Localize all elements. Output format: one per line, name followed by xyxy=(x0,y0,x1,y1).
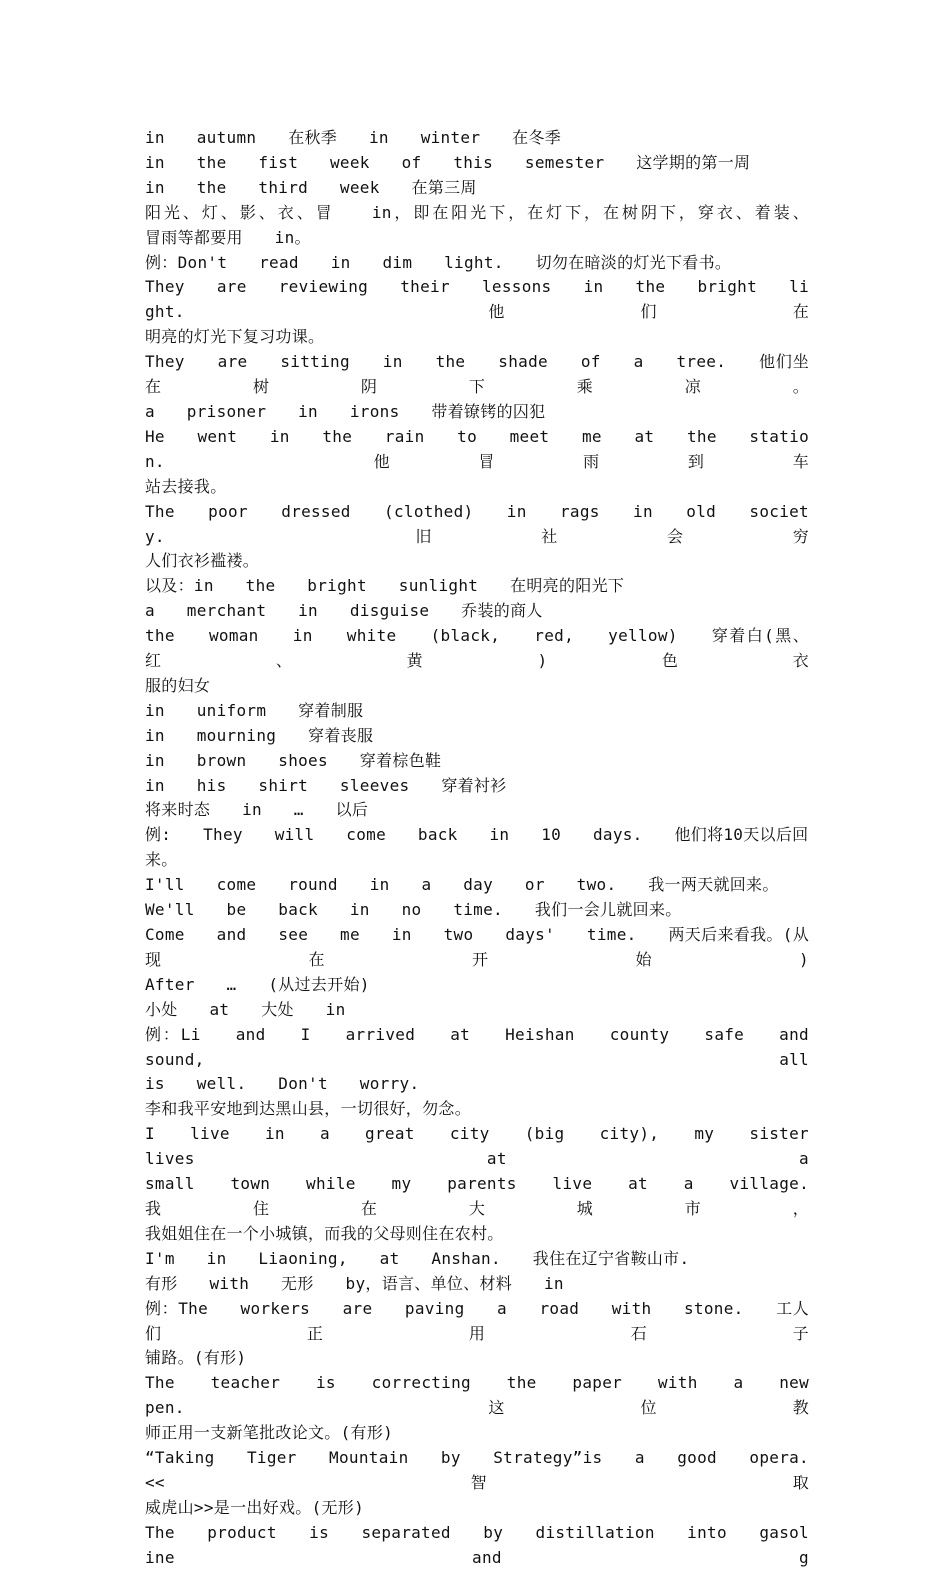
text-line: 冒雨等都要用 in。 xyxy=(145,227,311,247)
text-line: He went in the rain to meet me at the station. 他冒雨到车 xyxy=(145,426,809,471)
text-line: 铺路。(有形) xyxy=(145,1348,247,1368)
text-line: 有形 with 无形 by，语言、单位、材料 in xyxy=(145,1273,564,1293)
text-line: 例：Don't read in dim light. 切勿在暗淡的灯光下看书。 xyxy=(145,252,732,272)
text-line: 小处 at 大处 in xyxy=(145,999,346,1019)
text-line: in uniform 穿着制服 xyxy=(145,700,364,720)
text-line: The poor dressed (clothed) in rags in old society. 旧社会穷 xyxy=(145,501,809,546)
text-line: in mourning 穿着丧服 xyxy=(145,725,374,745)
text-line: 例：Li and I arrived at Heishan county safe and sound, all xyxy=(145,1024,841,1069)
text-line: 阳光、灯、影、衣、冒 in，即在阳光下，在灯下，在树阴下，穿衣、着装、 xyxy=(145,202,809,222)
text-line: 人们衣衫褴褛。 xyxy=(145,551,260,571)
text-line: 以及：in the bright sunlight 在明亮的阳光下 xyxy=(145,576,625,596)
text-line: They are reviewing their lessons in the bright light. 他们在 xyxy=(145,277,809,322)
text-line: a prisoner in irons 带着镣铐的囚犯 xyxy=(145,401,546,421)
text-line: small town while my parents live at a village. 我住在大城市， xyxy=(145,1174,841,1218)
text-line: the woman in white (black, red, yellow) 穿着白(黑、红、黄)色衣 xyxy=(145,626,809,671)
text-line: I'm in Liaoning, at Anshan. 我住在辽宁省鞍山市. xyxy=(145,1248,690,1268)
text-line: 例: They will come back in 10 days. 他们将10天以后回来。 xyxy=(145,825,809,870)
text-line: 李和我平安地到达黑山县，一切很好，勿念。 xyxy=(145,1099,472,1119)
text-line: 服的妇女 xyxy=(145,675,211,695)
text-line: 明亮的灯光下复习功课。 xyxy=(145,327,325,347)
text-line: in his shirt sleeves 穿着衬衫 xyxy=(145,775,507,795)
text-line: 例：The workers are paving a road with stone. 工人们正用石子 xyxy=(145,1298,809,1343)
text-line: I live in a great city (big city), my sister lives at a xyxy=(145,1124,841,1169)
text-line: I'll come round in a day or two. 我一两天就回来。 xyxy=(145,875,779,895)
text-line: 我姐姐住在一个小城镇，而我的父母则住在农村。 xyxy=(145,1223,504,1243)
text-line: “Taking Tiger Mountain by Strategy”is a good opera. <<智取 xyxy=(145,1448,841,1492)
text-line: 站去接我。 xyxy=(145,476,227,496)
text-line: 师正用一支新笔批改论文。(有形) xyxy=(145,1423,394,1443)
text-line: in autumn 在秋季 in winter 在冬季 xyxy=(145,128,562,147)
text-line: The product is separated by distillation into gasoline and g xyxy=(145,1522,809,1567)
text-line: in the fist week of this semester 这学期的第一周 xyxy=(145,152,751,172)
text-line: in the third week 在第三周 xyxy=(145,177,477,197)
text-line: in brown shoes 穿着棕色鞋 xyxy=(145,750,442,770)
text-line: After … (从过去开始) xyxy=(145,974,370,994)
text-line: Come and see me in two days' time. 两天后来看我。(从现在开始) xyxy=(145,925,809,969)
text-line: They are sitting in the shade of a tree. 他们坐在树阴下乘凉。 xyxy=(145,352,809,397)
text-line: The teacher is correcting the paper with a new pen. 这位教 xyxy=(145,1373,841,1418)
text-line: 将来时态 in … 以后 xyxy=(145,800,369,820)
text-line: a merchant in disguise 乔装的商人 xyxy=(145,601,543,621)
text-line: is well. Don't worry. xyxy=(145,1074,420,1094)
document-body xyxy=(145,126,841,1571)
text-line: 威虎山>>是一出好戏。(无形) xyxy=(145,1497,365,1517)
text-line: We'll be back in no time. 我们一会儿就回来。 xyxy=(145,900,682,920)
